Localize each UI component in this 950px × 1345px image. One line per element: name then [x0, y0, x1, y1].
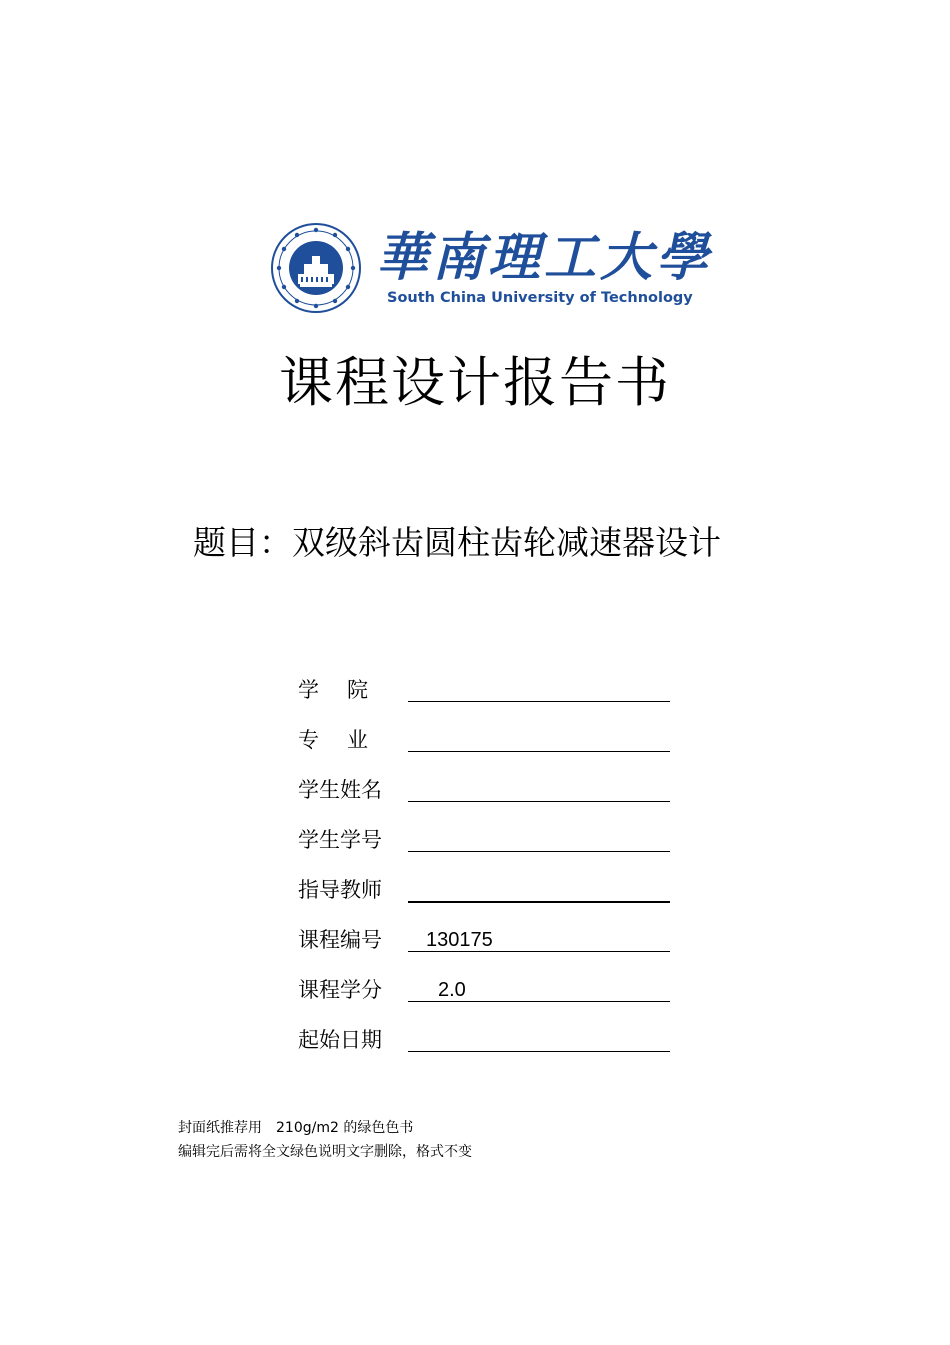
field-row-start-date	[298, 1023, 678, 1073]
field-label: 学院	[298, 678, 396, 702]
field-label: 学生姓名	[298, 778, 382, 802]
field-label: 课程编号	[298, 928, 382, 952]
field-label: 学生学号	[298, 828, 382, 852]
topic-label: 题目：	[193, 523, 292, 562]
university-logo	[270, 218, 713, 318]
field-label: 指导教师	[298, 878, 382, 902]
field-input-major[interactable]	[408, 751, 670, 752]
field-input-college[interactable]	[408, 701, 670, 702]
topic-line	[193, 520, 721, 566]
field-value: 130175	[426, 929, 493, 951]
field-label: 起始日期	[298, 1028, 382, 1052]
field-row-course-number	[298, 923, 678, 973]
note-line: 编辑完后需将全文绿色说明文字删除，格式不变	[178, 1144, 472, 1160]
topic-value: 双级斜齿圆柱齿轮减速器设计	[292, 523, 721, 562]
field-label: 专业	[298, 728, 396, 752]
cover-notes	[178, 1116, 472, 1164]
logo-english-name: South China University of Technology	[387, 290, 693, 306]
field-row-college	[298, 673, 678, 723]
field-input-start-date[interactable]	[408, 1051, 670, 1052]
field-row-advisor	[298, 873, 678, 923]
logo-chinese-name: 華南理工大學	[376, 227, 713, 288]
field-row-student-id	[298, 823, 678, 873]
field-label: 课程学分	[298, 978, 382, 1002]
field-input-advisor[interactable]	[408, 901, 670, 903]
field-input-student-id[interactable]	[408, 851, 670, 852]
field-row-student-name	[298, 773, 678, 823]
field-value: 2.0	[438, 979, 466, 1001]
field-row-course-credit	[298, 973, 678, 1023]
university-seal-icon	[270, 222, 362, 314]
info-form	[298, 673, 678, 1073]
field-input-student-name[interactable]	[408, 801, 670, 802]
page-title: 课程设计报告书	[279, 351, 671, 414]
note-line: 封面纸推荐用 210g/m2 的绿色色书	[178, 1120, 414, 1136]
field-row-major	[298, 723, 678, 773]
